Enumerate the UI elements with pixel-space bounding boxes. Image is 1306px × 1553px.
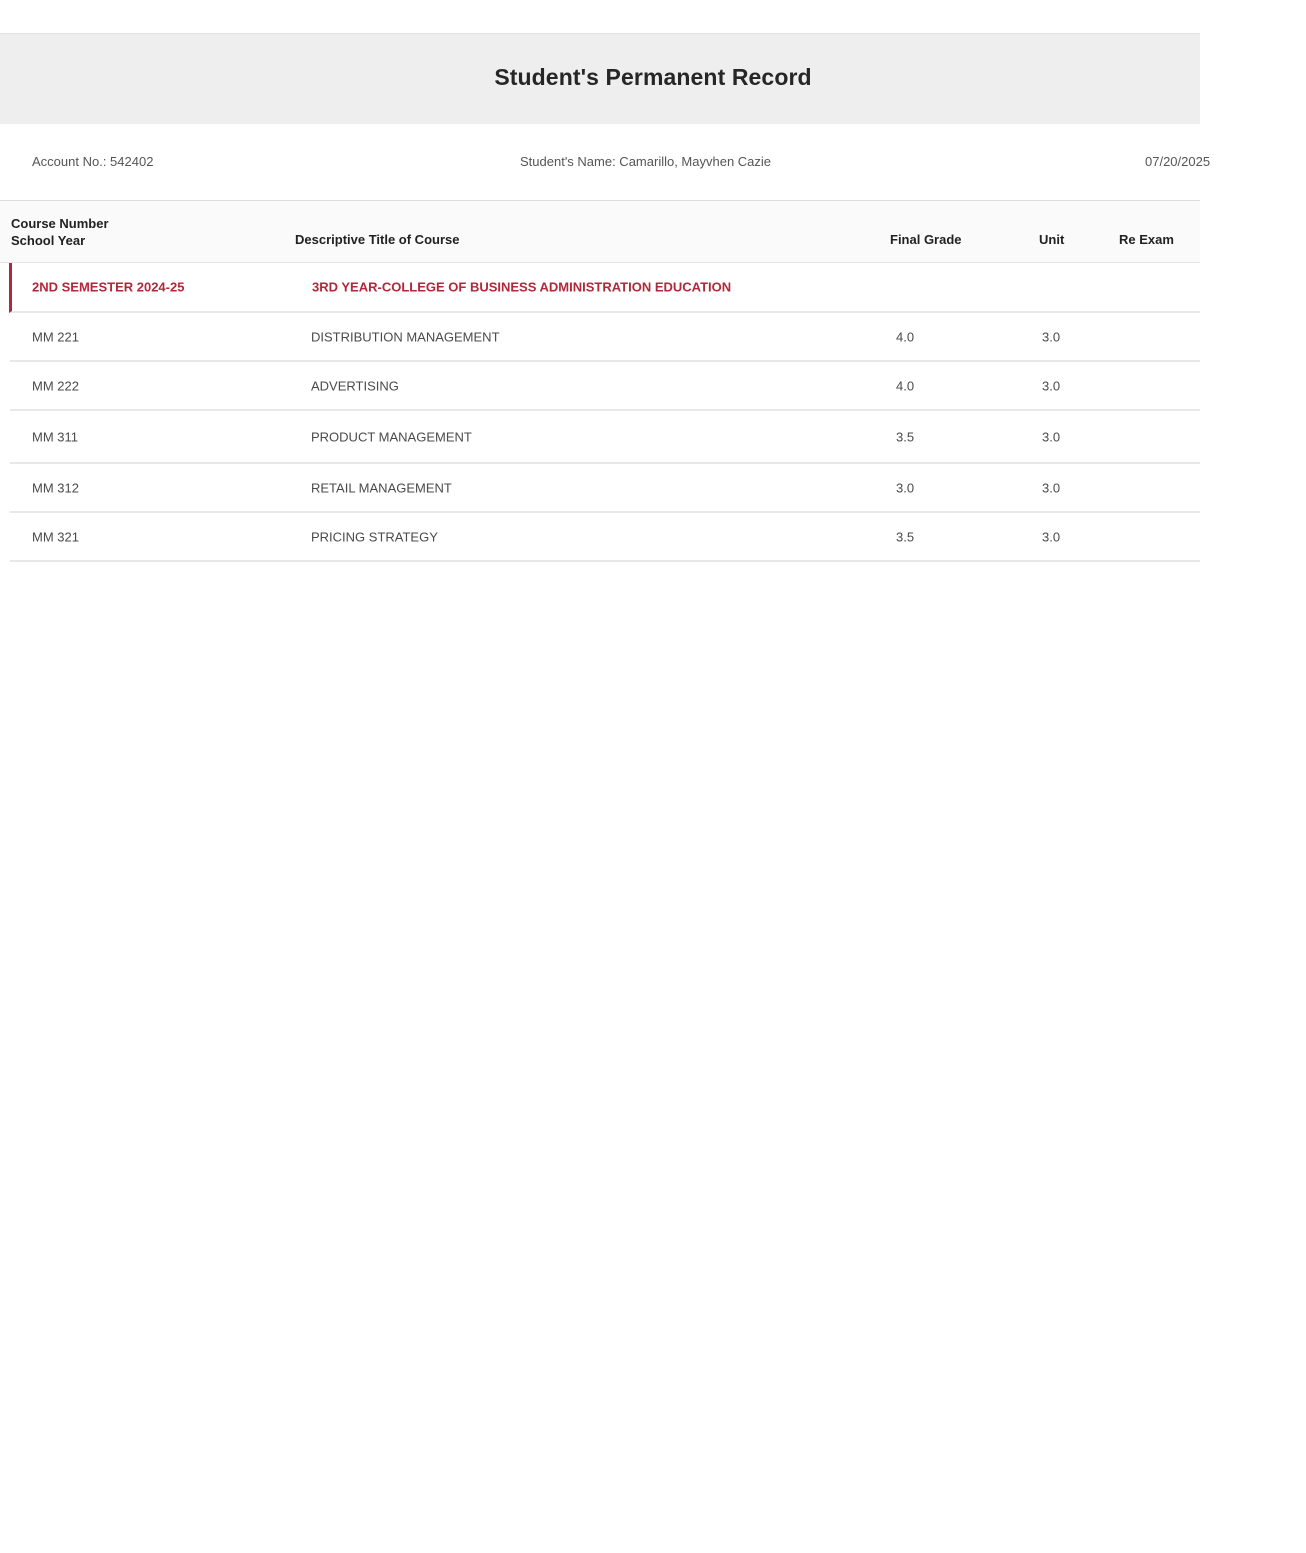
final-grade: 4.0 bbox=[896, 329, 915, 344]
column-course-number-school-year bbox=[11, 215, 109, 249]
course-code: MM 312 bbox=[32, 480, 79, 495]
course-title: ADVERTISING bbox=[311, 378, 399, 393]
title-band bbox=[0, 33, 1200, 125]
grades-table bbox=[0, 201, 1200, 562]
course-title: RETAIL MANAGEMENT bbox=[311, 480, 452, 495]
table-header bbox=[0, 201, 1200, 263]
course-title: DISTRIBUTION MANAGEMENT bbox=[311, 329, 500, 344]
course-title: PRICING STRATEGY bbox=[311, 529, 438, 544]
final-grade: 3.5 bbox=[896, 529, 915, 544]
semester-term: 2ND SEMESTER 2024-25 bbox=[32, 279, 185, 295]
page-title: Student's Permanent Record bbox=[494, 64, 812, 90]
table-row bbox=[10, 362, 1200, 411]
record-date: 07/20/2025 bbox=[1145, 154, 1211, 169]
semester-program: 3RD YEAR-COLLEGE OF BUSINESS ADMINISTRATION EDUCATION bbox=[312, 279, 732, 295]
course-code: MM 222 bbox=[32, 378, 79, 393]
column-final-grade: Final Grade bbox=[890, 232, 962, 247]
final-grade: 3.5 bbox=[896, 429, 915, 444]
table-row bbox=[10, 513, 1200, 562]
unit: 3.0 bbox=[1042, 378, 1061, 393]
table-row bbox=[10, 411, 1200, 464]
student-name: Student's Name: Camarillo, Mayvhen Cazie bbox=[520, 154, 772, 169]
course-code: MM 221 bbox=[32, 329, 79, 344]
unit: 3.0 bbox=[1042, 329, 1061, 344]
semester-row bbox=[9, 263, 1200, 313]
course-code: MM 311 bbox=[32, 429, 78, 444]
unit: 3.0 bbox=[1042, 529, 1061, 544]
final-grade: 4.0 bbox=[896, 378, 915, 393]
table-row bbox=[10, 464, 1200, 513]
account-number: Account No.: 542402 bbox=[32, 154, 154, 169]
final-grade: 3.0 bbox=[896, 480, 915, 495]
unit: 3.0 bbox=[1042, 429, 1061, 444]
table-row bbox=[10, 313, 1200, 362]
unit: 3.0 bbox=[1042, 480, 1061, 495]
student-info-row bbox=[0, 124, 1211, 201]
course-code: MM 321 bbox=[32, 529, 79, 544]
column-re-exam: Re Exam bbox=[1119, 232, 1174, 247]
column-course-number: Course Number bbox=[11, 216, 109, 231]
course-title: PRODUCT MANAGEMENT bbox=[311, 429, 472, 444]
column-school-year: School Year bbox=[11, 233, 86, 248]
column-descriptive-title: Descriptive Title of Course bbox=[295, 232, 460, 247]
column-unit: Unit bbox=[1039, 232, 1065, 247]
